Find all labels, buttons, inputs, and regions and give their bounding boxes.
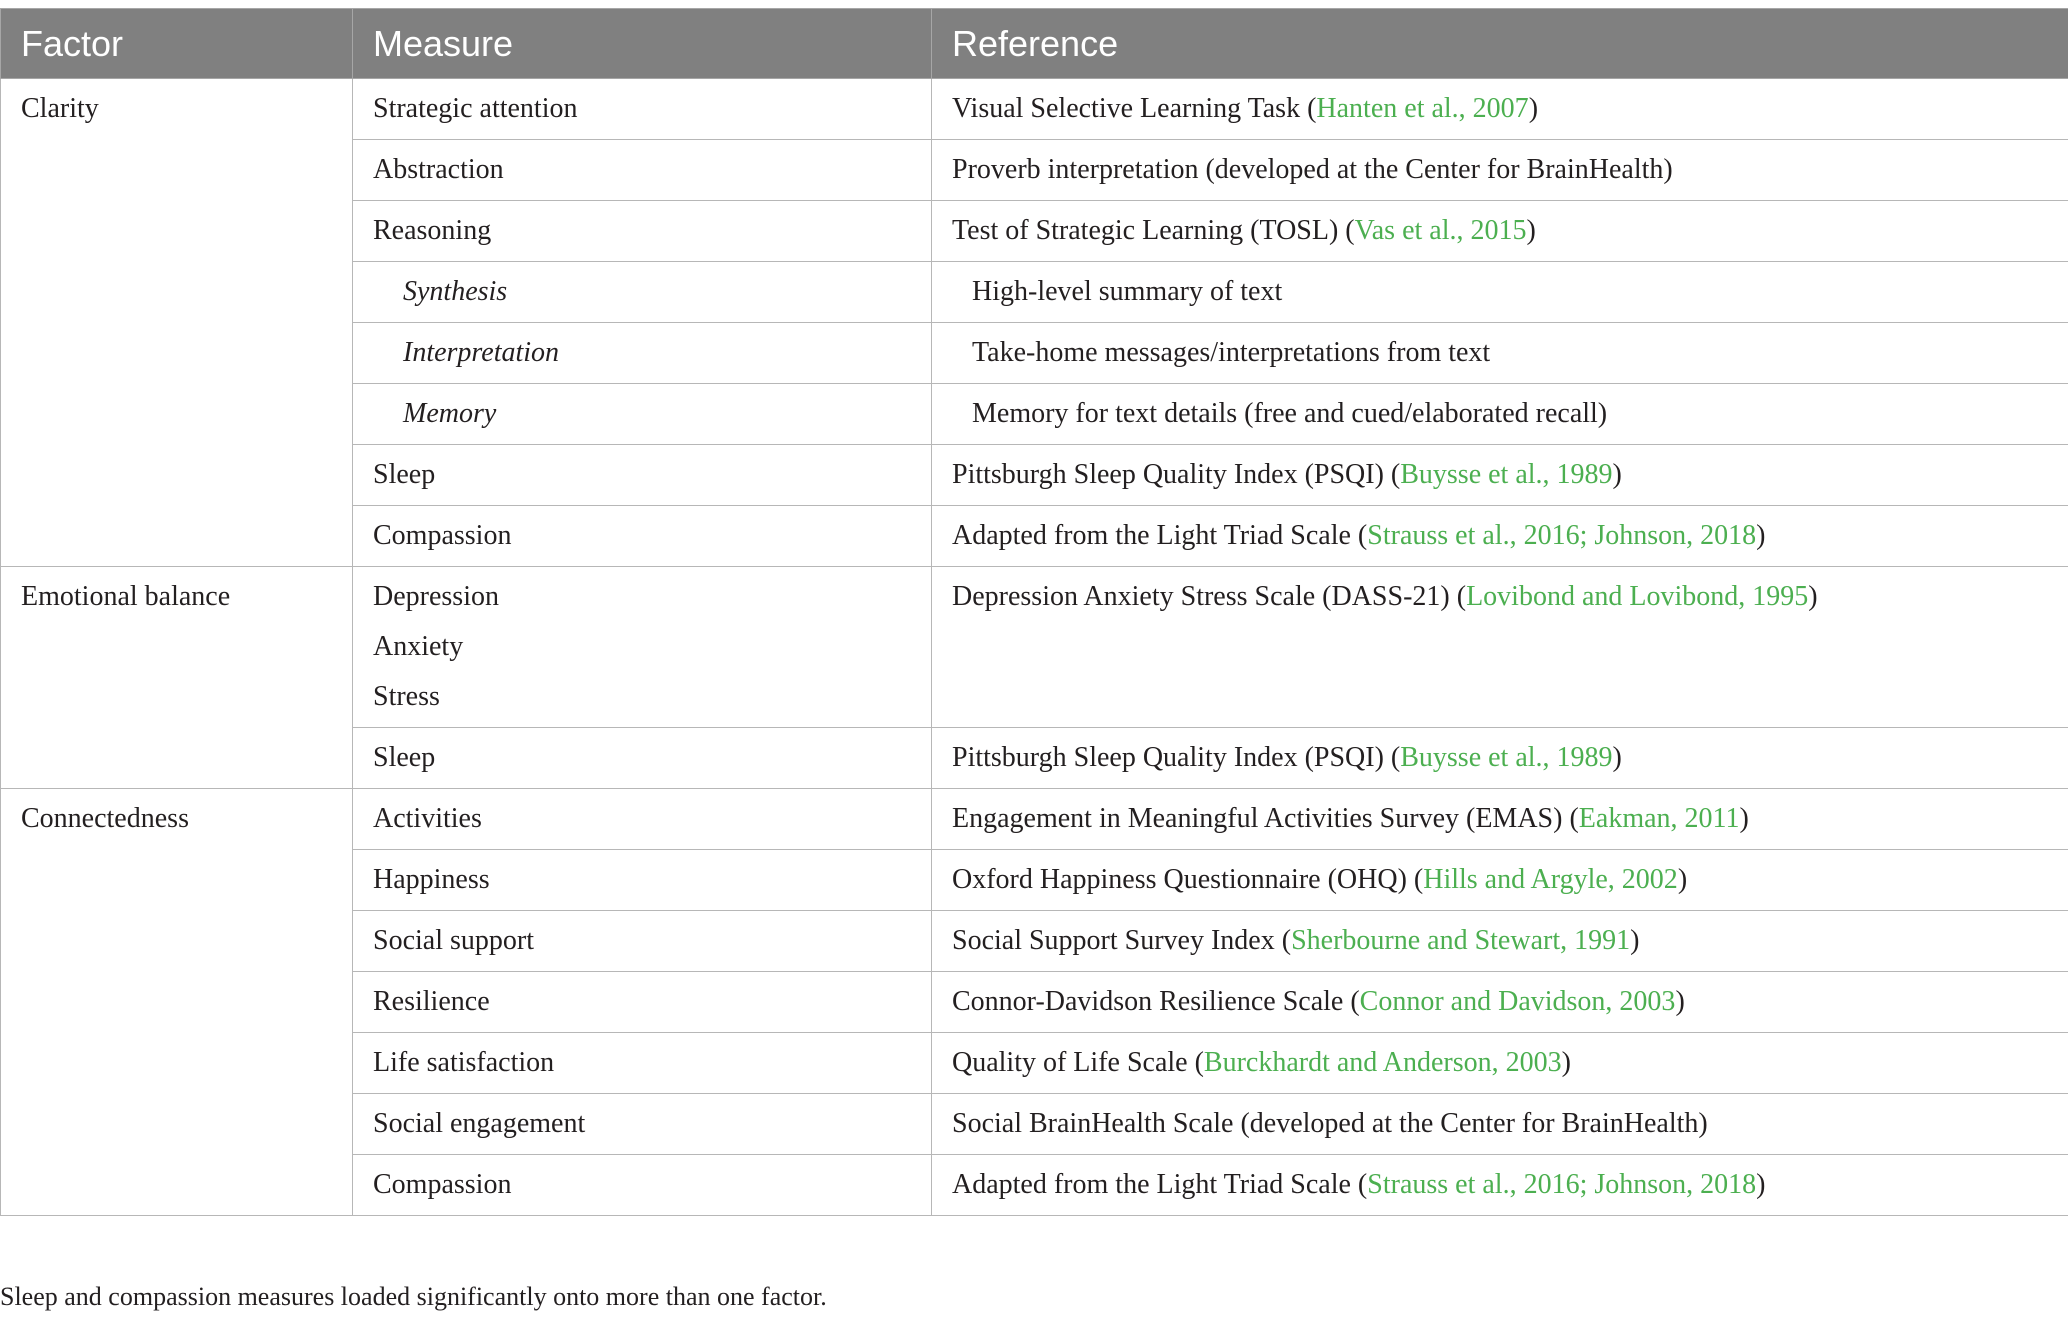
reference-cell — [932, 323, 2068, 384]
reference-suffix: ) — [1739, 803, 1749, 834]
reference-cell — [932, 850, 2068, 911]
reference-text: Visual Selective Learning Task ( — [952, 93, 1317, 124]
measure-cell: Compassion — [353, 1155, 932, 1216]
reference-cell — [932, 445, 2068, 506]
measure-cell — [353, 323, 932, 384]
reference-cell — [932, 506, 2068, 567]
reference-text: Depression Anxiety Stress Scale (DASS-21) ( — [952, 581, 1467, 612]
reference-cell — [932, 201, 2068, 262]
table-row — [1, 79, 2068, 140]
reference-text: Test of Strategic Learning (TOSL) ( — [952, 215, 1355, 246]
reference-suffix: ) — [1756, 520, 1766, 551]
reference-suffix: ) — [1630, 925, 1640, 956]
measure-cell: Strategic attention — [353, 79, 932, 140]
measure-cell: Reasoning — [353, 201, 932, 262]
measure-depression: Depression — [373, 581, 499, 612]
citation-link[interactable]: Connor and Davidson, 2003 — [1359, 986, 1676, 1017]
measures-table — [0, 8, 2068, 1216]
reference-text: Connor-Davidson Resilience Scale ( — [952, 986, 1360, 1017]
reference-text: Memory for text details (free and cued/elaborated recall) — [972, 398, 1608, 429]
citation-link[interactable]: Sherbourne and Stewart, 1991 — [1291, 925, 1631, 956]
table-header — [1, 9, 2068, 79]
measure-cell: Life satisfaction — [353, 1033, 932, 1094]
sub-measure-label: Memory — [403, 398, 497, 429]
citation-link[interactable]: Eakman, 2011 — [1578, 803, 1740, 834]
reference-suffix: ) — [1561, 1047, 1571, 1078]
reference-cell — [932, 1094, 2068, 1155]
reference-text: Proverb interpretation (developed at the Center for BrainHealth) — [952, 154, 1673, 185]
reference-cell — [932, 1155, 2068, 1216]
reference-cell — [932, 789, 2068, 850]
reference-suffix: ) — [1526, 215, 1536, 246]
citation-link[interactable]: Strauss et al., 2016; Johnson, 2018 — [1367, 520, 1757, 551]
measure-cell — [353, 567, 932, 728]
table-body — [1, 79, 2068, 1216]
reference-text: Oxford Happiness Questionnaire (OHQ) ( — [952, 864, 1424, 895]
measure-anxiety: Anxiety — [373, 631, 464, 662]
measure-cell: Sleep — [353, 728, 932, 789]
reference-suffix: ) — [1808, 581, 1818, 612]
reference-text: Take-home messages/interpretations from text — [972, 337, 1491, 368]
reference-suffix: ) — [1756, 1169, 1766, 1200]
factor-clarity: Clarity — [1, 79, 353, 567]
citation-link[interactable]: Hills and Argyle, 2002 — [1423, 864, 1678, 895]
reference-text: Social Support Survey Index ( — [952, 925, 1292, 956]
measure-cell: Compassion — [353, 506, 932, 567]
measure-stress: Stress — [373, 681, 440, 712]
sub-measure-label: Synthesis — [403, 276, 508, 307]
reference-cell — [932, 262, 2068, 323]
citation-link[interactable]: Strauss et al., 2016; Johnson, 2018 — [1367, 1169, 1757, 1200]
reference-text: Pittsburgh Sleep Quality Index (PSQI) ( — [952, 459, 1401, 490]
reference-suffix: ) — [1612, 742, 1622, 773]
reference-text: Adapted from the Light Triad Scale ( — [952, 520, 1368, 551]
reference-text: High-level summary of text — [972, 276, 1283, 307]
reference-suffix: ) — [1675, 986, 1685, 1017]
reference-cell — [932, 728, 2068, 789]
reference-cell — [932, 79, 2068, 140]
reference-suffix: ) — [1677, 864, 1688, 895]
citation-link[interactable]: Buysse et al., 1989 — [1400, 742, 1613, 773]
reference-cell — [932, 911, 2068, 972]
reference-text: Engagement in Meaningful Activities Survey (EMAS) ( — [952, 803, 1579, 834]
sub-measure-label: Interpretation — [403, 337, 560, 368]
reference-text: Social BrainHealth Scale (developed at the Center for BrainHealth) — [952, 1108, 1708, 1139]
reference-cell — [932, 972, 2068, 1033]
measure-cell: Happiness — [353, 850, 932, 911]
header-reference: Reference — [932, 9, 2068, 79]
reference-suffix: ) — [1612, 459, 1622, 490]
header-row — [1, 9, 2068, 79]
header-measure: Measure — [353, 9, 932, 79]
citation-link[interactable]: Burckhardt and Anderson, 2003 — [1203, 1047, 1562, 1078]
table-row — [1, 567, 2068, 728]
measure-cell: Abstraction — [353, 140, 932, 201]
factor-connectedness: Connectedness — [1, 789, 353, 1216]
header-factor: Factor — [1, 9, 353, 79]
reference-text: Adapted from the Light Triad Scale ( — [952, 1169, 1368, 1200]
measure-cell: Resilience — [353, 972, 932, 1033]
reference-cell — [932, 384, 2068, 445]
table-row — [1, 789, 2068, 850]
measure-cell: Social engagement — [353, 1094, 932, 1155]
factor-emotional-balance: Emotional balance — [1, 567, 353, 789]
measure-cell: Social support — [353, 911, 932, 972]
measure-cell — [353, 384, 932, 445]
citation-link[interactable]: Vas et al., 2015 — [1354, 215, 1527, 246]
reference-suffix: ) — [1528, 93, 1539, 124]
reference-text: Pittsburgh Sleep Quality Index (PSQI) ( — [952, 742, 1401, 773]
measure-cell: Activities — [353, 789, 932, 850]
table-footnote: Sleep and compassion measures loaded significantly onto more than one factor. — [0, 1282, 827, 1311]
citation-link[interactable]: Hanten et al., 2007 — [1316, 93, 1529, 124]
reference-cell — [932, 140, 2068, 201]
measure-cell — [353, 262, 932, 323]
reference-text: Quality of Life Scale ( — [952, 1047, 1204, 1078]
citation-link[interactable]: Lovibond and Lovibond, 1995 — [1466, 581, 1809, 612]
citation-link[interactable]: Buysse et al., 1989 — [1400, 459, 1613, 490]
reference-cell — [932, 567, 2068, 728]
reference-cell — [932, 1033, 2068, 1094]
measure-cell: Sleep — [353, 445, 932, 506]
